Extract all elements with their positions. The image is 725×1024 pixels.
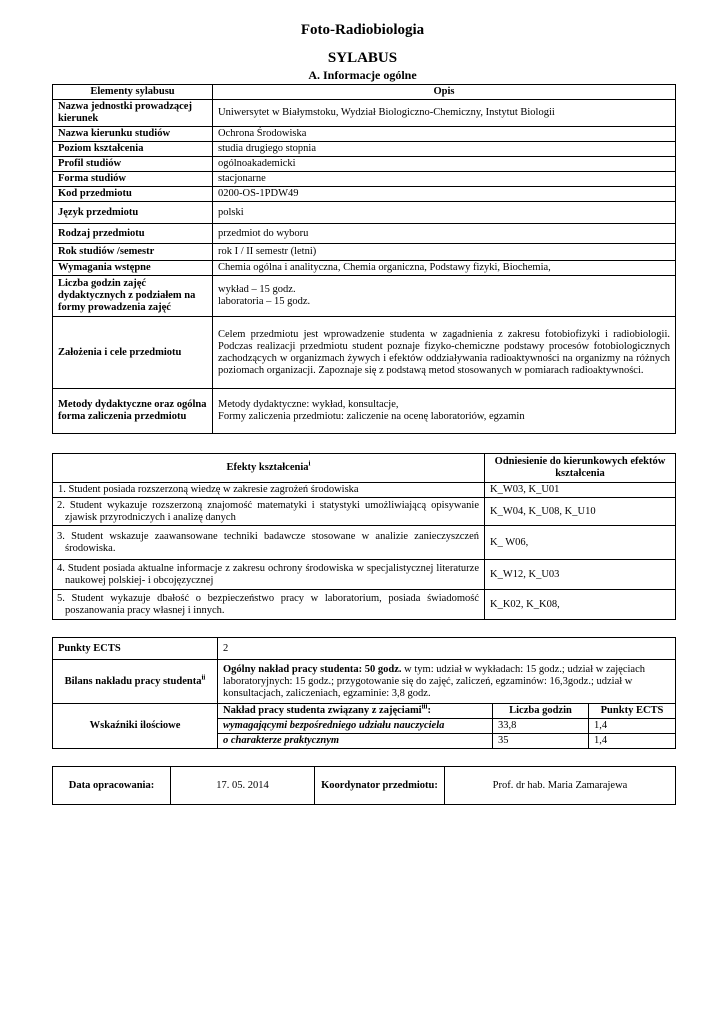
section-heading: A. Informacje ogólne [308, 68, 417, 82]
goals-key: Założenia i cele przedmiotu [53, 317, 213, 389]
col-ects-header: Punkty ECTS [589, 704, 676, 719]
row-key: Nazwa kierunku studiów [53, 127, 213, 142]
row-key: Profil studiów [53, 157, 213, 172]
methods-line: Metody dydaktyczne: wykład, konsultacje, [218, 399, 399, 410]
footer-table [52, 766, 676, 805]
row-key: Kod przedmiotu [53, 187, 213, 202]
hours-key: Liczba godzin zajęć dydaktycznych z podziałem na formy prowadzenia zajęć [53, 276, 213, 317]
ects-points-value: 2 [218, 638, 676, 660]
indicator-label: o charakterze praktycznym [218, 734, 493, 749]
row-value: stacjonarne [213, 172, 676, 187]
row-value: studia drugiego stopnia [213, 142, 676, 157]
assessment-line: Formy zaliczenia przedmiotu: zaliczenie na ocenę laboratoriów, egzamin [218, 411, 525, 422]
goals-value: Celem przedmiotu jest wprowadzenie studenta w zagadnienia z zakresu fotobiofizyki i radiobiologii. Podczas realizacji przedmiotu student poznaje fizyko-chemiczne podstawy procesów fotobiologicznych zachodzących w organizmach żywych i efektów oddziaływania radioaktywności na organizmy na różnych poziomach organizacji. Zapoznaje się z podstawą metod stosowanych w pomiarach radioaktywności. [213, 317, 676, 389]
total-workload: Ogólny nakład pracy studenta: 50 godz. [223, 663, 402, 675]
indicators-header-text: Nakład pracy studenta związany z zajęciami [223, 705, 422, 716]
col-effects-header [53, 454, 485, 483]
row-value: przedmiot do wyboru [213, 224, 676, 244]
row-key: Wymagania wstępne [53, 261, 213, 276]
effects-header-label: Efekty kształcenia [226, 462, 309, 473]
col-elements-header: Elementy sylabusu [53, 85, 213, 100]
hours-value [213, 276, 676, 317]
indicator-hours: 35 [493, 734, 589, 749]
balance-label-text: Bilans nakładu pracy studenta [64, 675, 202, 687]
col-description-header: Opis [213, 85, 676, 100]
effect-ref: K_ W06, [485, 526, 676, 560]
date-value: 17. 05. 2014 [171, 767, 315, 805]
effect-text: 2. Student wykazuje rozszerzoną znajomość matematyki i statystyki umożliwiającą opisywanie zjawisk przyrodniczych i analizę danych [53, 498, 485, 526]
row-key: Język przedmiotu [53, 202, 213, 224]
effect-text: 5. Student wykazuje dbałość o bezpieczeństwo pracy w laboratorium, posiada świadomość poszanowania pracy własnej i innych. [53, 590, 485, 620]
footnote-marker: ii [201, 673, 206, 681]
methods-key: Metody dydaktyczne oraz ogólna forma zaliczenia przedmiotu [53, 389, 213, 434]
indicator-ects: 1,4 [589, 719, 676, 734]
effect-ref: K_W12, K_U03 [485, 560, 676, 590]
row-key: Poziom kształcenia [53, 142, 213, 157]
row-value: 0200-OS-1PDW49 [213, 187, 676, 202]
col-hours-header: Liczba godzin [493, 704, 589, 719]
footnote-marker: i [308, 459, 311, 468]
row-value: rok I / II semestr (letni) [213, 244, 676, 261]
balance-label [53, 660, 218, 704]
row-key: Rodzaj przedmiotu [53, 224, 213, 244]
effect-text: 4. Student posiada aktualne informacje z zakresu ochrony środowiska w specjalistycznej literaturze naukowej polskiej- i obcojęzycznej [53, 560, 485, 590]
effect-text: 3. Student wskazuje zaawansowane techniki badawcze stosowane w analizie zanieczyszczeń środowiska. [53, 526, 485, 560]
col-reference-header: Odniesienie do kierunkowych efektów kształcenia [485, 454, 676, 483]
row-value: Uniwersytet w Białymstoku, Wydział Biologiczno-Chemiczny, Instytut Biologii [213, 100, 676, 127]
footnote-marker: iii [421, 703, 428, 711]
coordinator-label: Koordynator przedmiotu: [315, 767, 445, 805]
row-value: Ochrona Środowiska [213, 127, 676, 142]
effect-ref: K_W04, K_U08, K_U10 [485, 498, 676, 526]
ects-table [52, 637, 676, 749]
hours-lab: laboratoria – 15 godz. [218, 296, 311, 307]
indicator-ects: 1,4 [589, 734, 676, 749]
effect-ref: K_W03, K_U01 [485, 483, 676, 498]
document-title: Foto-Radiobiologia [300, 22, 425, 38]
hours-lecture: wykład – 15 godz. [218, 284, 296, 295]
row-value: Chemia ogólna i analityczna, Chemia organiczna, Podstawy fizyki, Biochemia, [213, 261, 676, 276]
row-value: polski [213, 202, 676, 224]
syllabus-heading: SYLABUS [327, 50, 398, 66]
row-key: Forma studiów [53, 172, 213, 187]
colon: : [427, 705, 431, 716]
row-key: Rok studiów /semestr [53, 244, 213, 261]
coordinator-value: Prof. dr hab. Maria Zamarajewa [445, 767, 676, 805]
workload-breakdown: w tym: udział w wykładach: 15 godz.; udział w zajęciach laboratoryjnych: 15 godz.; przygotowanie się do zajęć, zaliczeń, egzaminów: 16,3godz.; udział w konsultacjach, zaliczeniach, egzaminie: 3,8 godz. [223, 663, 645, 699]
general-info-table [52, 84, 676, 434]
methods-value [213, 389, 676, 434]
learning-outcomes-table [52, 453, 676, 620]
effect-ref: K_K02, K_K08, [485, 590, 676, 620]
indicator-hours: 33,8 [493, 719, 589, 734]
effect-text: 1. Student posiada rozszerzoną wiedzę w zakresie zagrożeń środowiska [53, 483, 485, 498]
row-value: ogólnoakademicki [213, 157, 676, 172]
indicators-header [218, 704, 493, 719]
balance-value [218, 660, 676, 704]
indicators-label: Wskaźniki ilościowe [53, 704, 218, 749]
row-key: Nazwa jednostki prowadzącej kierunek [53, 100, 213, 127]
date-label: Data opracowania: [53, 767, 171, 805]
indicator-label: wymagającymi bezpośredniego udziału nauczyciela [218, 719, 493, 734]
ects-points-label: Punkty ECTS [53, 638, 218, 660]
